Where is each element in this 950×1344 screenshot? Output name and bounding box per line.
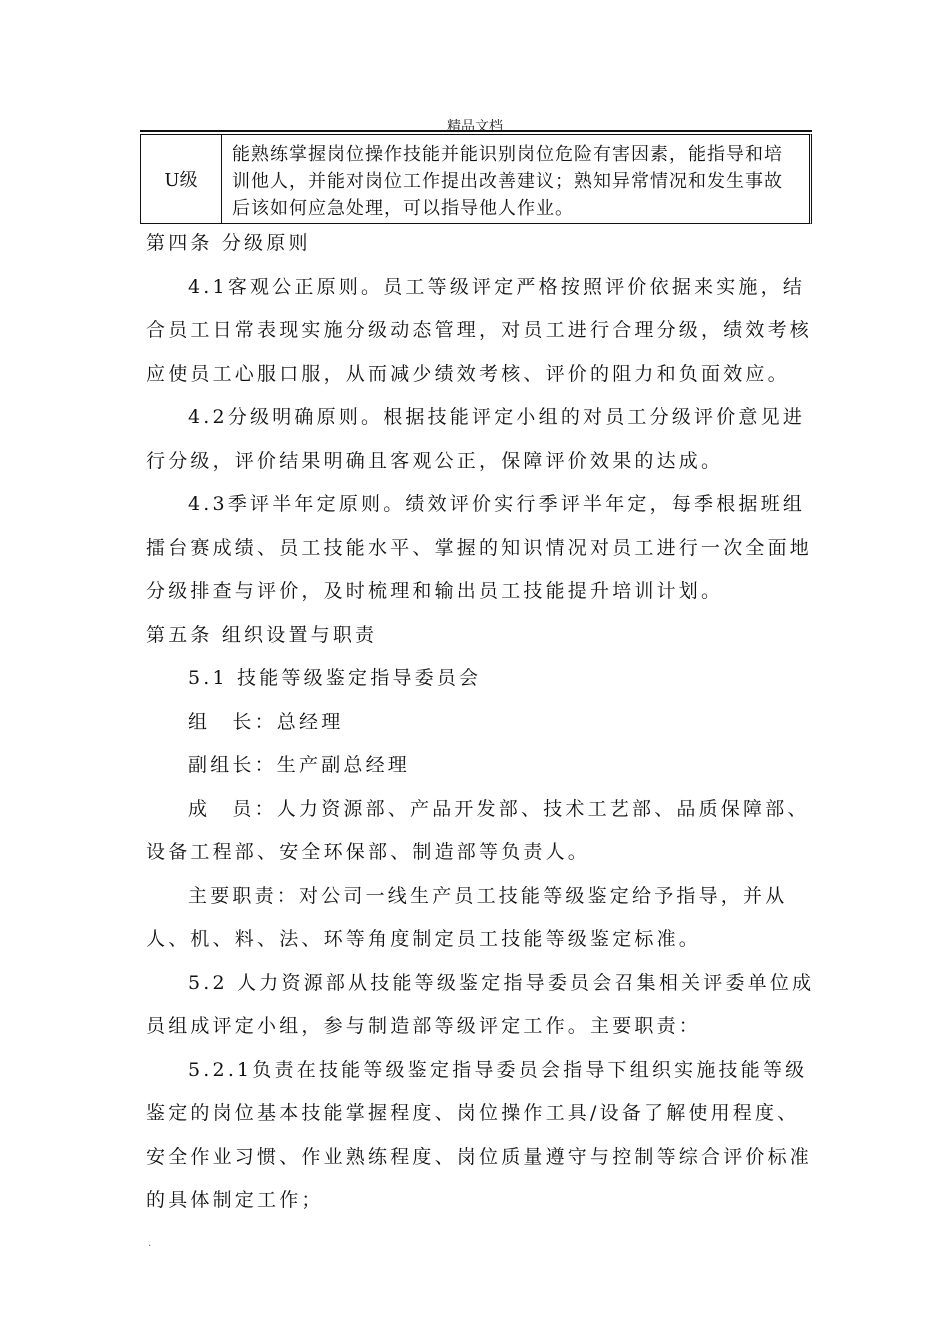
footer-mark: .: [148, 1238, 152, 1249]
grade-table: [140, 134, 812, 224]
committee-duties: 主要职责：对公司一线生产员工技能等级鉴定给予指导，并从人、机、料、法、环等角度制定员工技能等级鉴定标准。: [146, 884, 788, 950]
committee-members: 成 员：人力资源部、产品开发部、技术工艺部、品质保障部、设备工程部、安全环保部、制造部等负责人。: [146, 797, 810, 863]
header-rule: [140, 130, 812, 132]
paragraph-4-3: 4.3季评半年定原则。绩效评价实行季评半年定，每季根据班组擂台赛成绩、员工技能水平、掌握的知识情况对员工进行一次全面地分级排查与评价，及时梳理和输出员工技能提升培训计划。: [146, 493, 813, 602]
paragraph-5-2: 5.2 人力资源部从技能等级鉴定指导委员会召集相关评委单位成员组成评定小组，参与制造部等级评定工作。主要职责：: [146, 971, 815, 1037]
paragraph-5-2-1: 5.2.1负责在技能等级鉴定指导委员会指导下组织实施技能等级鉴定的岗位基本技能掌握程度、岗位操作工具/设备了解使用程度、安全作业习惯、作业熟练程度、岗位质量遵守与控制等综合评价标准的具体制定工作；: [146, 1058, 813, 1211]
section-heading-5: 第五条 组织设置与职责: [146, 623, 378, 646]
grade-cell: U级: [141, 135, 222, 223]
committee-leader: 组 长：总经理: [188, 710, 344, 733]
page-header-label: 精品文档: [447, 119, 503, 135]
paragraph-4-2: 4.2分级明确原则。根据技能评定小组的对员工分级评价意见进行分级，评价结果明确且客观公正，保障评价效果的达成。: [146, 406, 806, 472]
paragraph-4-1: 4.1客观公正原则。员工等级评定严格按照评价依据来实施，结合员工日常表现实施分级动态管理，对员工进行合理分级，绩效考核应使员工心服口服，从而减少绩效考核、评价的阻力和负面效应。: [146, 275, 813, 385]
committee-deputy-leader: 副组长：生产副总经理: [188, 754, 411, 776]
grade-description-cell: 能熟练掌握岗位操作技能并能识别岗位危险有害因素，能指导和培训他人，并能对岗位工作提出改善建议；熟知异常情况和发生事故后该如何应急处理，可以指导他人作业。: [232, 144, 783, 219]
section-heading-4: 第四条 分级原则: [146, 232, 311, 254]
paragraph-5-1: 5.1 技能等级鉴定指导委员会: [188, 667, 482, 689]
document-body: [146, 222, 816, 1223]
